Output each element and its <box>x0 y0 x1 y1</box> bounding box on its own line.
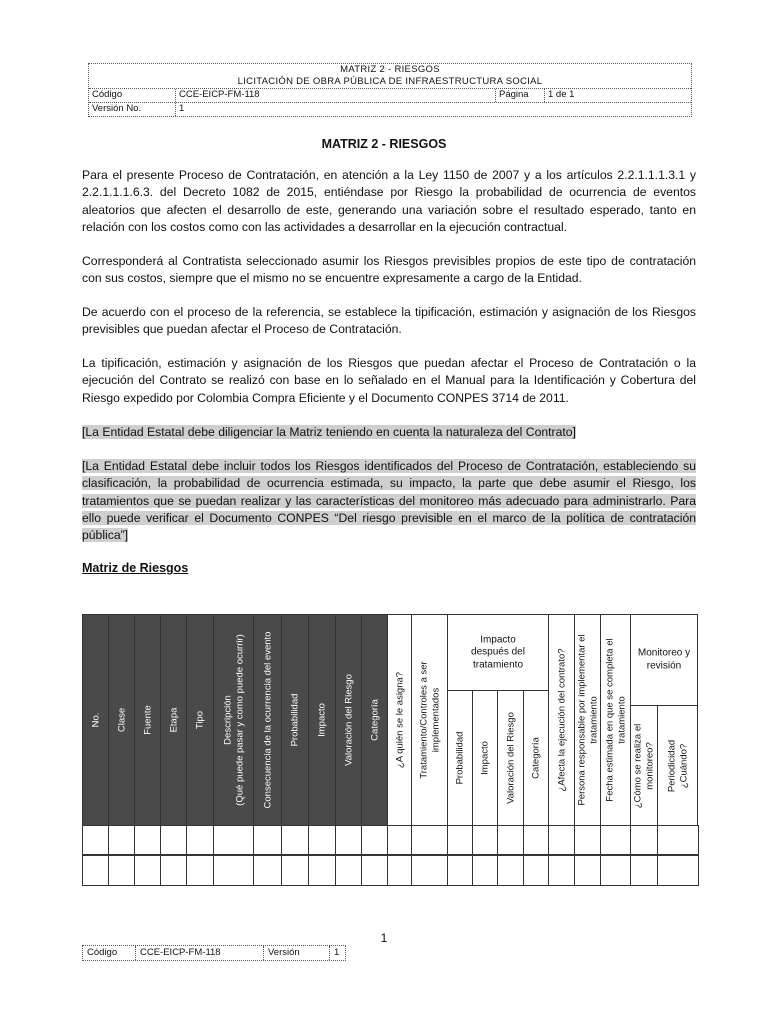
matrix-empty-cell <box>134 825 161 856</box>
col-fuente: Fuente <box>134 614 161 826</box>
matrix-empty-cell <box>253 825 282 856</box>
matrix-empty-cell <box>574 854 601 886</box>
page-number: 1 <box>380 931 388 945</box>
matrix-empty-cell <box>447 854 473 886</box>
matrix-empty-cell <box>213 825 254 856</box>
matrix-empty-cell <box>361 825 388 856</box>
page-title: MATRIZ 2 - RIESGOS <box>321 137 447 151</box>
col-impacto-2: Impacto <box>472 690 498 826</box>
version-label: Versión No. <box>89 103 176 116</box>
matrix-empty-cell <box>186 854 214 886</box>
matrix-empty-cell <box>335 825 362 856</box>
col-fecha: Fecha estimada en que se completa el tratamiento <box>600 614 631 826</box>
matrix-title: Matriz de Riesgos <box>82 561 189 575</box>
col-periodicidad: Periodicidad ¿Cuándo? <box>657 705 698 826</box>
highlighted-instruction-2: [La Entidad Estatal debe incluir todos los Riesgos identificados del Proceso de Contratación, estableciendo su clasificación, la probabilidad de ocurrencia estimada, su impacto, la parte que debe asumir el Riesgo, los tratamientos que se puedan realizar y las características del monitoreo más adecuado para administrarlo. Para ello puede verificar el Documento CONPES “Del riesgo previsible en el marco de la política de contratación pública”] <box>82 459 696 543</box>
matrix-empty-cell <box>447 825 473 856</box>
paragraph-contractor: Corresponderá al Contratista seleccionado asumir los Riesgos previsibles propios de este tipo de contratación con sus costos, siempre que el mismo no se encuentre expresamente a cargo de la Entidad. <box>82 254 696 286</box>
matrix-empty-cell <box>82 825 109 856</box>
matrix-empty-cell <box>82 854 109 886</box>
matrix-empty-cell <box>548 854 575 886</box>
pagina-value: 1 de 1 <box>548 89 575 100</box>
col-no: No. <box>82 614 109 826</box>
matrix-empty-cell <box>160 825 187 856</box>
matrix-empty-cell <box>497 854 524 886</box>
col-impacto-despues: Impacto después del tratamiento <box>447 614 549 691</box>
matrix-empty-cell <box>411 825 448 856</box>
footer-codigo-value: CCE-EICP-FM-118 <box>136 946 264 960</box>
col-monitoreo: Monitoreo y revisión <box>630 614 698 706</box>
matrix-empty-cell <box>657 825 699 856</box>
paragraph-instruction-2 <box>82 458 696 544</box>
matrix-empty-cell <box>574 825 601 856</box>
matrix-empty-cell <box>523 825 549 856</box>
matrix-empty-cell <box>308 854 336 886</box>
matrix-empty-cell <box>281 854 309 886</box>
matrix-empty-cell <box>411 854 448 886</box>
col-categoria-2: Categoría <box>523 690 549 826</box>
col-responsable: Persona responsable por implementar el tratamiento <box>574 614 601 826</box>
version-value: 1 <box>179 103 185 114</box>
matrix-empty-cell <box>387 854 412 886</box>
matrix-empty-cell <box>253 854 282 886</box>
matrix-empty-cell <box>548 825 575 856</box>
matrix-empty-cell <box>600 854 631 886</box>
footer-version-value: 1 <box>334 947 340 958</box>
matrix-empty-cell <box>213 854 254 886</box>
matrix-empty-cell <box>335 854 362 886</box>
matrix-empty-cell <box>108 825 135 856</box>
footer-version-label: Versión <box>264 946 330 960</box>
matrix-empty-cell <box>600 825 631 856</box>
codigo-value: CCE-EICP-FM-118 <box>176 89 496 102</box>
document-footer <box>82 945 346 961</box>
col-categoria: Categoría <box>361 614 388 826</box>
col-consecuencia: Consecuencia de la ocurrencia del evento <box>253 614 282 826</box>
pagina-label: Página <box>496 89 545 102</box>
document-header <box>88 63 692 117</box>
col-etapa: Etapa <box>160 614 187 826</box>
col-descripcion: Descripción (Qué puede pasar y como puede ocurrir) <box>213 614 254 826</box>
matrix-empty-cell <box>630 825 658 856</box>
matrix-empty-cell <box>361 854 388 886</box>
matrix-empty-cell <box>186 825 214 856</box>
matrix-empty-cell <box>497 825 524 856</box>
col-como: ¿Cómo se realiza el monitoreo? <box>630 705 658 826</box>
codigo-label: Código <box>89 89 176 102</box>
footer-codigo-label: Código <box>83 946 136 960</box>
col-clase: Clase <box>108 614 135 826</box>
matrix-empty-cell <box>472 825 498 856</box>
matrix-empty-cell <box>281 825 309 856</box>
col-a-quien: ¿A quién se le asigna? <box>387 614 412 826</box>
header-subtitle: LICITACIÓN DE OBRA PÚBLICA DE INFRAESTRUCTURA SOCIAL <box>237 76 543 87</box>
highlighted-instruction-1: [La Entidad Estatal debe diligenciar la Matriz teniendo en cuenta la naturaleza del Contrato] <box>82 425 576 439</box>
matrix-empty-cell <box>523 854 549 886</box>
paragraph-instruction-1 <box>82 424 696 441</box>
col-impacto: Impacto <box>308 614 336 826</box>
matrix-empty-cell <box>308 825 336 856</box>
paragraph-definition: Para el presente Proceso de Contratación, en atención a la Ley 1150 de 2007 y a los artículos 2.2.1.1.1.3.1 y 2.2.1.1.1.6.3. del Decreto 1082 de 2015, entiéndase por Riesgo la probabilidad de ocurrencia de eventos aleatorios que afecten el desarrollo de este, generando una variación sobre el resultado esperado, tanto en relación con los costos como con las actividades a desarrollar en la ejecución contractual. <box>82 168 696 234</box>
col-valoracion: Valoración del Riesgo <box>335 614 362 826</box>
matrix-empty-cell <box>657 854 699 886</box>
matrix-empty-cell <box>630 854 658 886</box>
matrix-empty-cell <box>387 825 412 856</box>
header-code-row <box>89 88 691 102</box>
matrix-empty-cell <box>134 854 161 886</box>
paragraph-methodology: La tipificación, estimación y asignación de los Riesgos que puedan afectar el Proceso de Contratación o la ejecución del Contrato se realizó con base en lo señalado en el Manual para la Identificación y Cobertura del Riesgo expedido por Colombia Compra Eficiente y el Documento CONPES 3714 de 2011. <box>82 356 696 405</box>
col-afecta: ¿Afecta la ejecución del contrato? <box>548 614 575 826</box>
risk-matrix <box>82 614 698 885</box>
paragraph-reference: De acuerdo con el proceso de la referencia, se establece la tipificación, estimación y asignación de los Riesgos previsibles que puedan afectar el Proceso de Contratación. <box>82 305 696 337</box>
header-version-row <box>89 102 691 116</box>
matrix-empty-cell <box>108 854 135 886</box>
col-tratamiento: Tratamiento/Controles a ser implementados <box>411 614 448 826</box>
matrix-empty-cell <box>472 854 498 886</box>
header-title: MATRIZ 2 - RIESGOS <box>340 64 440 75</box>
matrix-empty-cell <box>160 854 187 886</box>
col-probabilidad-2: Probabilidad <box>447 690 473 826</box>
col-probabilidad: Probabilidad <box>281 614 309 826</box>
col-valoracion-2: Valoración del Riesgo <box>497 690 524 826</box>
col-tipo: Tipo <box>186 614 214 826</box>
